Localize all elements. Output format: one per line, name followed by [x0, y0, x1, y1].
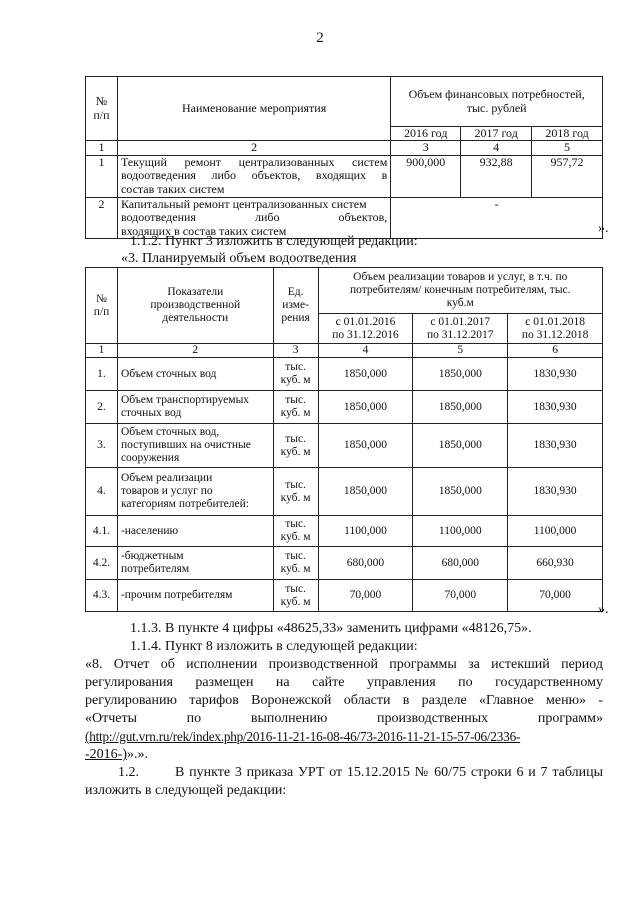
- t2-value: 1850,000: [318, 468, 413, 516]
- t2-value: 1850,000: [318, 424, 413, 468]
- t2-value: 680,000: [413, 547, 508, 580]
- t2-index-cell: 3: [273, 344, 318, 358]
- t2-row-num: 4.: [86, 468, 118, 516]
- t1-header-year: 2016 год: [391, 127, 461, 141]
- t2-value: 1830,930: [508, 468, 603, 516]
- t2-row-unit: тыс. куб. м: [273, 424, 318, 468]
- t2-row-name: Объем сточных вод: [117, 358, 273, 391]
- paragraph-8-line: «Отчеты по выполнению производственных программ»: [85, 711, 603, 726]
- t2-value: 1100,000: [508, 516, 603, 547]
- table-row: [86, 547, 603, 580]
- t2-index-row: [86, 344, 603, 358]
- t2-row-name: Объем транспортируемых сточных вод: [117, 391, 273, 424]
- t2-row-num: 3.: [86, 424, 118, 468]
- t2-value: 1830,930: [508, 424, 603, 468]
- t2-row-num: 2.: [86, 391, 118, 424]
- table-row: [86, 391, 603, 424]
- t2-index-cell: 5: [413, 344, 508, 358]
- t2-value: 1100,000: [413, 516, 508, 547]
- table-row: [86, 424, 603, 468]
- paragraph-8-link-line: [85, 728, 520, 746]
- t2-row-name: -бюджетным потребителям: [117, 547, 273, 580]
- t2-row-unit: тыс. куб. м: [273, 516, 318, 547]
- page-number: 2: [316, 30, 324, 46]
- paragraph-1-2-number: 1.2.: [118, 765, 139, 780]
- t1-row-num: 1: [86, 155, 118, 197]
- paragraph-1-1-3: 1.1.3. В пункте 4 цифры «48625,33» заменить цифрами «48126,75».: [130, 621, 532, 636]
- t1-header-num: № п/п: [86, 77, 118, 141]
- t2-header-period: с 01.01.2017 по 31.12.2017: [413, 314, 508, 344]
- t2-index-cell: 6: [508, 344, 603, 358]
- table-row: [86, 516, 603, 547]
- t1-header-year: 2018 год: [532, 127, 603, 141]
- t1-index-row: [86, 141, 603, 155]
- t2-row-num: 4.1.: [86, 516, 118, 547]
- t2-index-cell: 4: [318, 344, 413, 358]
- t2-header-unit: Ед. изме- рения: [273, 268, 318, 344]
- t1-value-dash: -: [391, 197, 603, 238]
- paragraph-8-line: «8. Отчет об исполнении производственной программы за истекший период: [85, 657, 603, 672]
- t2-value: 1850,000: [413, 424, 508, 468]
- table-row: [86, 155, 603, 197]
- t2-row-num: 4.3.: [86, 580, 118, 612]
- t2-index-cell: 1: [86, 344, 118, 358]
- t1-value: 957,72: [532, 155, 603, 197]
- t1-value: 900,000: [391, 155, 461, 197]
- t1-row-name: Капитальный ремонт централизованных систем водоотведения либо объектов, входящих в состав таких систем: [117, 197, 390, 238]
- t2-index-cell: 2: [117, 344, 273, 358]
- t1-row-num: 2: [86, 197, 118, 238]
- t2-row-num: 4.2.: [86, 547, 118, 580]
- paragraph-8-link-end: [85, 746, 148, 764]
- t2-header-num: № п/п: [86, 268, 118, 344]
- t2-row-unit: тыс. куб. м: [273, 468, 318, 516]
- t2-row-name: -населению: [117, 516, 273, 547]
- t1-index-cell: 5: [532, 141, 603, 155]
- paragraph-1-1-4: 1.1.4. Пункт 8 изложить в следующей редакции:: [130, 639, 418, 654]
- t2-row-unit: тыс. куб. м: [273, 547, 318, 580]
- paragraph-8-line: регулирования размещен на сайте управления по государственному: [85, 675, 603, 690]
- t2-row-unit: тыс. куб. м: [273, 580, 318, 612]
- t1-header-volume: Объем финансовых потребностей, тыс. рублей: [391, 77, 603, 127]
- t2-value: 1830,930: [508, 358, 603, 391]
- t1-header-name: Наименование мероприятия: [117, 77, 390, 141]
- paragraph-1-2-line: изложить в следующей редакции:: [85, 783, 287, 798]
- t2-row-num: 1.: [86, 358, 118, 391]
- t2-value: 1850,000: [318, 358, 413, 391]
- financial-needs-table: [85, 76, 603, 239]
- t2-value: 1850,000: [318, 391, 413, 424]
- t2-row-unit: тыс. куб. м: [273, 391, 318, 424]
- table-row: [86, 358, 603, 391]
- t2-value: 70,000: [508, 580, 603, 612]
- table-row: [86, 468, 603, 516]
- t2-value: 680,000: [318, 547, 413, 580]
- paragraph-8-line: регулированию тарифов Воронежской области в разделе «Главное меню» -: [85, 693, 603, 708]
- t2-row-unit: тыс. куб. м: [273, 358, 318, 391]
- t2-header-indicators: Показатели производственной деятельности: [117, 268, 273, 344]
- t2-header-period: с 01.01.2016 по 31.12.2016: [318, 314, 413, 344]
- paragraph-8-closing: ».».: [127, 747, 148, 762]
- t2-row-name: Объем реализации товаров и услуг по категориям потребителей:: [117, 468, 273, 516]
- wastewater-volume-table: [85, 267, 603, 612]
- t1-header-year: 2017 год: [461, 127, 532, 141]
- t1-index-cell: 3: [391, 141, 461, 155]
- t2-value: 1830,930: [508, 391, 603, 424]
- t2-value: 70,000: [318, 580, 413, 612]
- t1-index-cell: 4: [461, 141, 532, 155]
- t1-closing-quote: ».: [598, 221, 609, 236]
- paragraph-1-1-2: 1.1.2. Пункт 3 изложить в следующей редакции:: [130, 234, 418, 249]
- t2-row-name: -прочим потребителям: [117, 580, 273, 612]
- t1-index-cell: 2: [117, 141, 390, 155]
- t1-index-cell: 1: [86, 141, 118, 155]
- t1-value: 932,88: [461, 155, 532, 197]
- section-3-title: «3. Планируемый объем водоотведения: [121, 251, 357, 266]
- t2-row-name: Объем сточных вод, поступивших на очистные сооружения: [117, 424, 273, 468]
- table-row: [86, 580, 603, 612]
- t2-value: 70,000: [413, 580, 508, 612]
- t2-closing-quote: ».: [598, 602, 609, 617]
- t2-value: 660,930: [508, 547, 603, 580]
- report-link[interactable]: (http://gut.vrn.ru/rek/index.php/2016-11-21-16-08-46/73-2016-11-21-15-57-06/2336-: [85, 729, 521, 744]
- t2-header-period: с 01.01.2018 по 31.12.2018: [508, 314, 603, 344]
- t2-header-volume: Объем реализации товаров и услуг, в т.ч. по потребителям/ конечным потребителям, тыс. куб.м: [318, 268, 602, 314]
- t1-row-name: Текущий ремонт централизованных систем водоотведения либо объектов, входящих в состав таких систем: [117, 155, 390, 197]
- t2-value: 1100,000: [318, 516, 413, 547]
- report-link-continued[interactable]: -2016-): [85, 747, 127, 762]
- paragraph-1-2-line: В пункте 3 приказа УРТ от 15.12.2015 № 60/75 строки 6 и 7 таблицы: [175, 765, 603, 780]
- t2-value: 1850,000: [413, 468, 508, 516]
- t2-value: 1850,000: [413, 358, 508, 391]
- t2-value: 1850,000: [413, 391, 508, 424]
